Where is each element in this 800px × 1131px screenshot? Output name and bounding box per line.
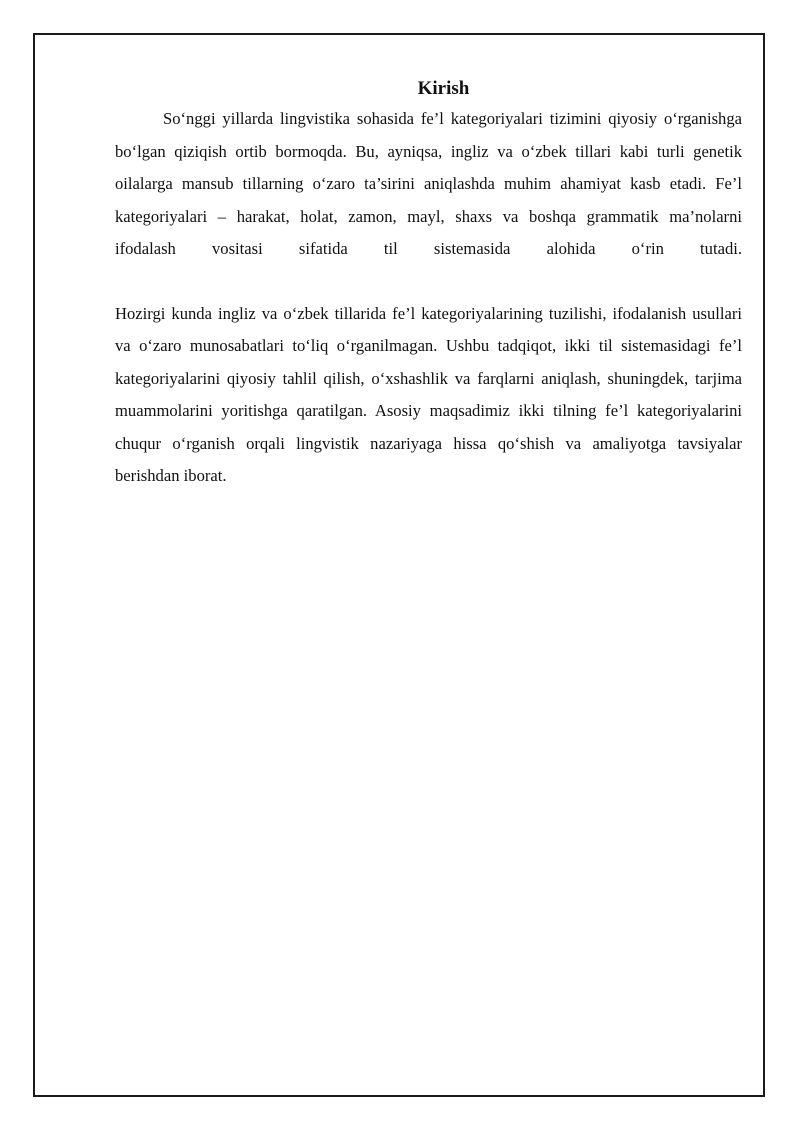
paragraph-spacer — [115, 266, 742, 298]
paragraph-aim: Hozirgi kunda ingliz va o‘zbek tillarida fe’l kategoriyalarining tuzilishi, ifodalanish usullari va o‘zaro munosabatlari to‘liq o‘rganilmagan. Ushbu tadqiqot, ikki til sistemasidagi fe’l kategoriyalarini qiyosiy tahlil qilish, o‘xshashlik va farqlarni aniqlash, shuningdek, tarjima muammolarini yoritishga qaratilgan. Asosiy maqsadimiz ikki tilning fe’l kategoriyalarini chuqur o‘rganish orqali lingvistik nazariyaga hissa qo‘shish va amaliyotga tavsiyalar berishdan iborat. — [115, 303, 742, 485]
section-title: Kirish — [417, 78, 470, 99]
document-body — [115, 75, 742, 493]
paragraph-intro: So‘nggi yillarda lingvistika sohasida fe’l kategoriyalari tizimini qiyosiy o‘rganishga bo‘lgan qiziqish ortib bormoqda. Bu, ayniqsa, ingliz va o‘zbek tillari kabi turli genetik oilalarga mansub tillarning o‘zaro ta’sirini aniqlashda muhim ahamiyat kasb etadi. Fe’l kategoriyalari – harakat, holat, zamon, mayl, shaxs va boshqa grammatik ma’nolarni ifodalash vositasi sifatida til sistemasida alohida o‘rin tutadi. — [115, 109, 742, 258]
